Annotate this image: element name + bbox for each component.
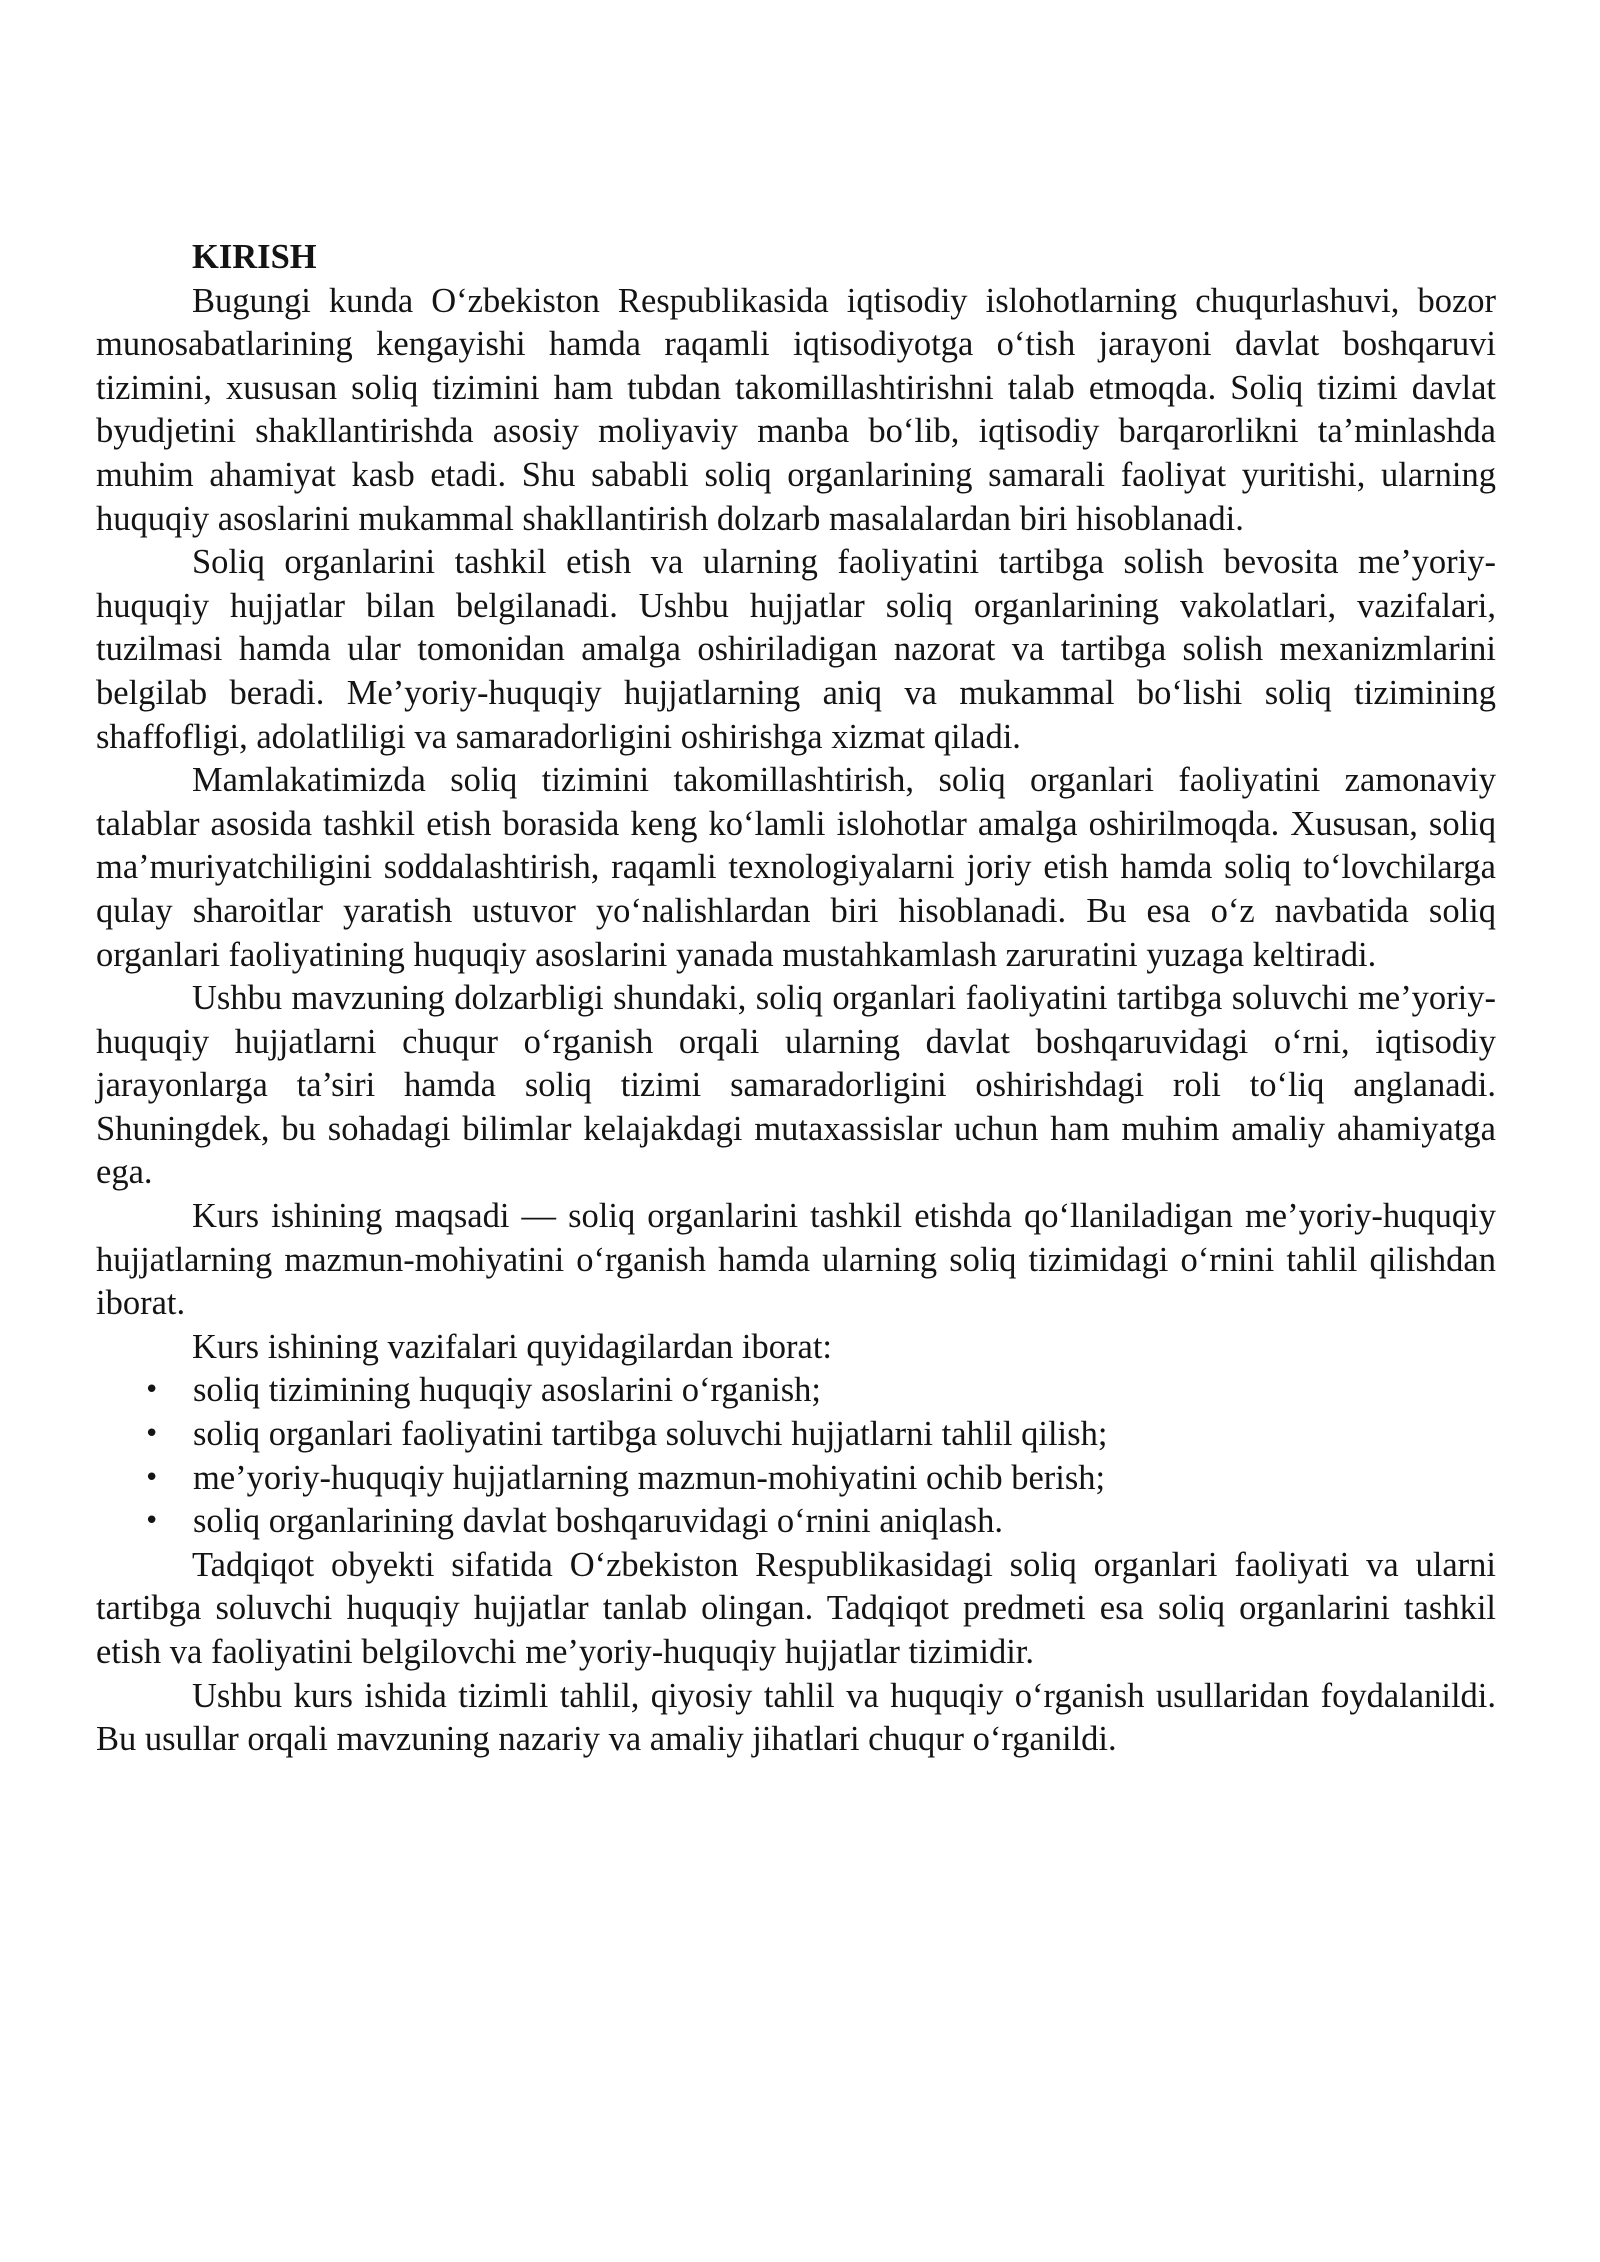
document-page — [96, 236, 1496, 1762]
list-item-text: soliq tizimining huquqiy asoslarini o‘rganish; — [193, 1371, 821, 1410]
list-item — [96, 1369, 1496, 1413]
bullet-icon: • — [144, 1375, 160, 1406]
list-item-text: me’yoriy-huquqiy hujjatlarning mazmun-mohiyatini ochib berish; — [193, 1458, 1106, 1497]
bullet-icon: • — [144, 1419, 160, 1450]
section-heading: KIRISH — [192, 238, 317, 276]
list-item — [96, 1413, 1496, 1457]
paragraph-relevance: Ushbu mavzuning dolzarbligi shundaki, soliq organlari faoliyatini tartibga soluvchi me’yoriy-huquqiy hujjatlarni chuqur o‘rganish orqali ularning davlat boshqaruvidagi o‘rni, iqtisodiy jarayonlarga ta’siri hamda soliq tizimi samaradorligini oshirishdagi roli to‘liq anglanadi. Shuningdek, bu sohadagi bilimlar kelajakdagi mutaxassislar uchun ham muhim amaliy ahamiyatga ega. — [96, 979, 1496, 1192]
bullet-icon: • — [144, 1506, 160, 1537]
list-item-text: soliq organlarining davlat boshqaruvidagi o‘rnini aniqlash. — [193, 1502, 1003, 1541]
tasks-list — [96, 1369, 1496, 1543]
paragraph-goal: Kurs ishining maqsadi — soliq organlarini tashkil etishda qo‘llaniladigan me’yoriy-huquqiy hujjatlarning mazmun-mohiyatini o‘rganish hamda ularning soliq tizimidagi o‘rnini tahlil qilishdan iborat. — [96, 1197, 1496, 1323]
paragraph-object-subject: Tadqiqot obyekti sifatida O‘zbekiston Respublikasidagi soliq organlari faoliyati va ularni tartibga soluvchi huquqiy hujjatlar tanlab olingan. Tadqiqot predmeti esa soliq organlarini tashkil etish va faoliyatini belgilovchi me’yoriy-huquqiy hujjatlar tizimidir. — [96, 1545, 1496, 1671]
list-item — [96, 1457, 1496, 1501]
list-item — [96, 1500, 1496, 1544]
paragraph-methods: Ushbu kurs ishida tizimli tahlil, qiyosiy tahlil va huquqiy o‘rganish usullaridan foydalanildi. Bu usullar orqali mavzuning nazariy va amaliy jihatlari chuqur o‘rganildi. — [96, 1676, 1496, 1759]
list-item-text: soliq organlari faoliyatini tartibga soluvchi hujjatlarni tahlil qilish; — [193, 1415, 1108, 1454]
paragraph-intro: Bugungi kunda O‘zbekiston Respublikasida iqtisodiy islohotlarning chuqurlashuvi, bozor munosabatlarining kengayishi hamda raqamli iqtisodiyotga o‘tish jarayoni davlat boshqaruvi tizimini, xususan soliq tizimini ham tubdan takomillashtirishni talab etmoqda. Soliq tizimi davlat byudjetini shakllantirishda asosiy moliyaviy manba bo‘lib, iqtisodiy barqarorlikni ta’minlashda muhim ahamiyat kasb etadi. Shu sababli soliq organlarining samarali faoliyat yuritishi, ularning huquqiy asoslarini mukammal shakllantirish dolzarb masalalardan biri hisoblanadi. — [96, 281, 1496, 538]
paragraph-legal-basis: Soliq organlarini tashkil etish va ularning faoliyatini tartibga solish bevosita me’yoriy-huquqiy hujjatlar bilan belgilanadi. Ushbu hujjatlar soliq organlarining vakolatlari, vazifalari, tuzilmasi hamda ular tomonidan amalga oshiriladigan nazorat va tartibga solish mexanizmlarini belgilab beradi. Me’yoriy-huquqiy hujjatlarning aniq va mukammal bo‘lishi soliq tizimining shaffofligi, adolatliligi va samaradorligini oshirishga xizmat qiladi. — [96, 543, 1496, 756]
paragraph-tasks-intro: Kurs ishining vazifalari quyidagilardan iborat: — [192, 1327, 832, 1366]
paragraph-reforms: Mamlakatimizda soliq tizimini takomillashtirish, soliq organlari faoliyatini zamonaviy talablar asosida tashkil etish borasida keng ko‘lamli islohotlar amalga oshirilmoqda. Xususan, soliq ma’muriyatchiligini soddalashtirish, raqamli texnologiyalarni joriy etish hamda soliq to‘lovchilarga qulay sharoitlar yaratish ustuvor yo‘nalishlardan biri hisoblanadi. Bu esa o‘z navbatida soliq organlari faoliyatining huquqiy asoslarini yanada mustahkamlash zaruratini yuzaga keltiradi. — [96, 761, 1496, 974]
bullet-icon: • — [144, 1462, 160, 1493]
